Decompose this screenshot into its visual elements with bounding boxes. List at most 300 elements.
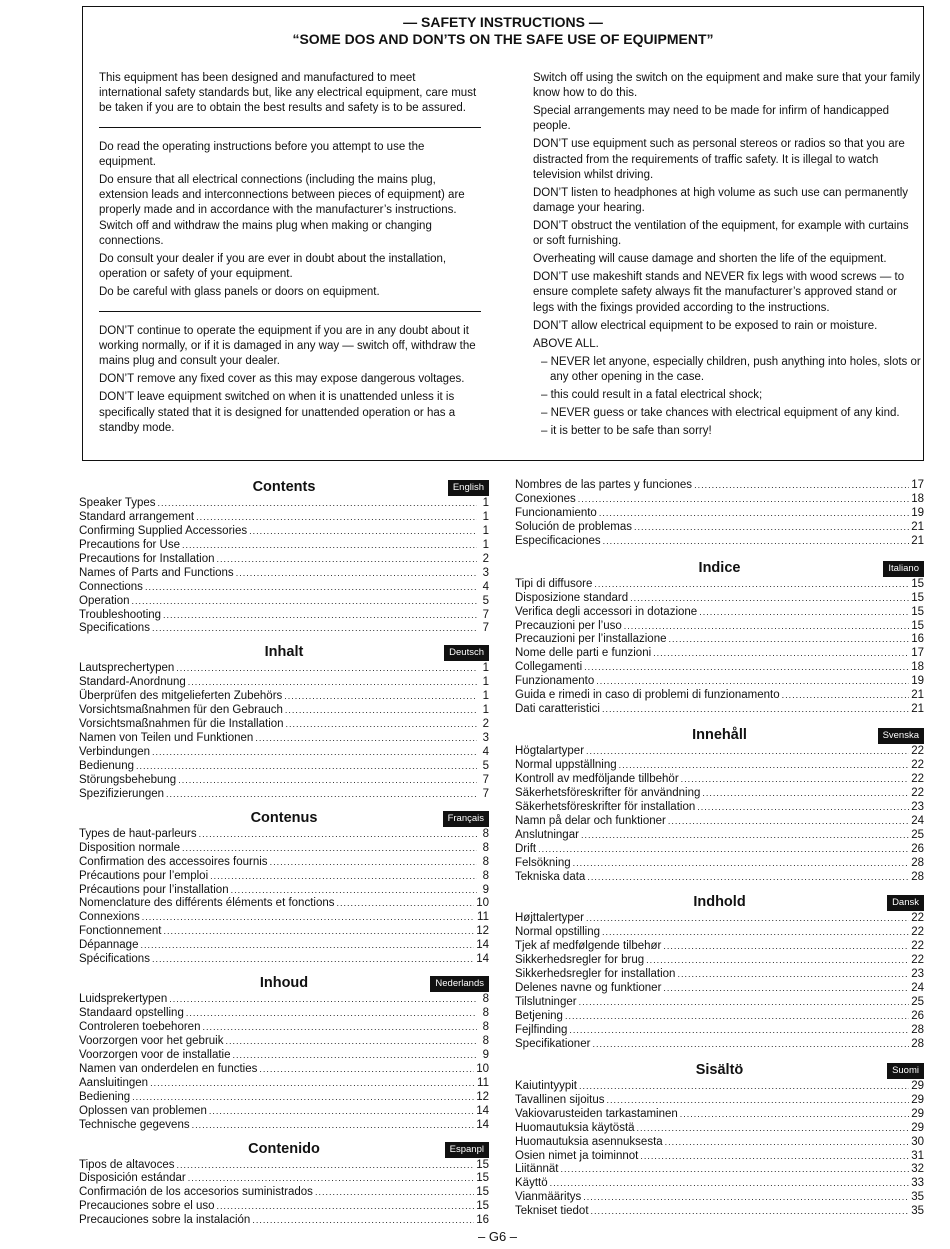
toc-entry-page: 4 [482, 746, 489, 758]
toc-entry[interactable] [515, 675, 924, 689]
page-number: – G6 – [478, 1229, 518, 1244]
language-badge: Italiano [883, 561, 924, 577]
toc-entry[interactable] [515, 829, 924, 843]
toc-entry[interactable] [515, 940, 924, 954]
toc-entry[interactable] [515, 759, 924, 773]
dot-leader [132, 1091, 474, 1105]
dot-leader [560, 1163, 909, 1177]
toc-entry-page: 24 [911, 982, 924, 995]
toc-entry-page: 35 [911, 1191, 924, 1204]
toc-entry-page: 14 [476, 1118, 489, 1131]
toc-entry-label: Specifikationer [515, 1037, 591, 1050]
toc-entry-page: 22 [911, 940, 924, 953]
toc-entry-page: 7 [482, 608, 489, 621]
dot-leader [578, 493, 909, 507]
toc-entry[interactable] [515, 620, 924, 634]
toc-entry-label: Delenes navne og funktioner [515, 982, 662, 995]
toc-entry[interactable] [515, 926, 924, 940]
toc-entry[interactable] [79, 1119, 489, 1133]
toc-entry[interactable] [79, 1214, 489, 1228]
toc-entry-label: Fejlfinding [515, 1023, 568, 1036]
dot-leader [199, 828, 477, 842]
toc-left-column [79, 477, 489, 1228]
safety-sub-item: – NEVER guess or take chances with electrical equipment of any kind. [541, 406, 900, 419]
toc-entry[interactable] [79, 718, 489, 732]
toc-entry[interactable] [79, 1049, 489, 1063]
toc-entry[interactable] [515, 647, 924, 661]
dot-leader [176, 1159, 474, 1173]
toc-entry[interactable] [515, 857, 924, 871]
toc-entry[interactable] [515, 479, 924, 493]
toc-entry-label: Spezifizierungen [79, 787, 165, 800]
toc-entry[interactable] [515, 1177, 924, 1191]
toc-entry[interactable] [515, 703, 924, 717]
toc-entry-label: Disposizione standard [515, 591, 629, 604]
toc-entry[interactable] [515, 1010, 924, 1024]
dot-leader [188, 1172, 474, 1186]
toc-entry-page: 9 [482, 1048, 489, 1061]
toc-entry-label: Kaiutintyypit [515, 1079, 578, 1092]
toc-entry[interactable] [79, 704, 489, 718]
dot-leader [702, 787, 909, 801]
toc-entry-label: Tekniset tiedot [515, 1205, 589, 1218]
dot-leader [587, 871, 909, 885]
toc-entry-page: 16 [911, 633, 924, 646]
toc-entry-label: Oplossen van problemen [79, 1104, 207, 1117]
safety-dont-item: DON’T continue to operate the equipment if you are in any doubt about it working normally, or if it is damaged in any way — switch off, withdraw the mains plug and consult your dealer. [99, 324, 476, 368]
toc-entry[interactable] [79, 1063, 489, 1077]
safety-right-item: Switch off using the switch on the equipment and make sure that your family know how to do this. [533, 72, 921, 100]
toc-entry[interactable] [79, 1077, 489, 1091]
toc-entry-label: Tjek af medfølgende tilbehør [515, 940, 662, 953]
safety-sub-item: – it is better to be safe than sorry! [541, 424, 712, 437]
toc-entry-page: 15 [476, 1186, 489, 1199]
toc-entry[interactable] [79, 525, 489, 539]
toc-section-header [79, 1139, 489, 1159]
toc-entry[interactable] [515, 1108, 924, 1122]
toc-entry[interactable] [79, 774, 489, 788]
toc-entry[interactable] [79, 925, 489, 939]
toc-entry-page: 21 [911, 689, 924, 702]
toc-entry-label: Controleren toebehoren [79, 1021, 201, 1033]
toc-entry-label: Voorzorgen voor de installatie [79, 1048, 231, 1061]
toc-section-header [515, 558, 924, 578]
toc-entry-page: 11 [477, 911, 489, 924]
dot-leader [196, 511, 477, 525]
dot-leader [669, 633, 910, 647]
toc-entry-page: 22 [911, 926, 924, 939]
safety-sub-item: – NEVER let anyone, especially children, push anything into holes, slots or any other opening in the case. [541, 355, 921, 383]
toc-entry-page: 1 [482, 510, 489, 523]
dot-leader [602, 926, 909, 940]
toc-entry-label: Especificaciones [515, 534, 601, 547]
dot-leader [152, 953, 474, 967]
toc-entry-page: 8 [482, 869, 489, 882]
toc-entry[interactable] [79, 553, 489, 567]
toc-section-title: Inhalt [264, 644, 304, 661]
toc-entry[interactable] [79, 842, 489, 856]
toc-entry[interactable] [79, 1200, 489, 1214]
toc-entry-page: 14 [476, 953, 489, 966]
toc-entry[interactable] [79, 993, 489, 1007]
dot-leader [538, 843, 909, 857]
toc-entry-label: Names of Parts and Functions [79, 566, 234, 579]
toc-section-title: Indice [698, 559, 741, 576]
toc-entry[interactable] [515, 968, 924, 982]
toc-entry-label: Drift [515, 842, 537, 855]
toc-entry-page: 22 [911, 772, 924, 785]
toc-section-title: Inhoud [259, 975, 309, 992]
toc-entry[interactable] [79, 676, 489, 690]
toc-entry-label: Aansluitingen [79, 1076, 149, 1089]
dot-leader [579, 1080, 909, 1094]
divider [99, 127, 481, 128]
toc-entry-page: 7 [482, 773, 489, 786]
toc-entry-label: Dati caratteristici [515, 703, 600, 716]
toc-entry-page: 29 [911, 1121, 924, 1134]
dot-leader [259, 1063, 474, 1077]
toc-entry[interactable] [79, 622, 489, 636]
toc-entry-page: 12 [476, 925, 489, 938]
dot-leader [592, 1038, 909, 1052]
toc-entry[interactable] [79, 953, 489, 967]
toc-entry[interactable] [79, 760, 489, 774]
toc-entry[interactable] [79, 828, 489, 842]
toc-entry[interactable] [79, 595, 489, 609]
safety-do-item: Do consult your dealer if you are ever in doubt about the installation, operation or safety of your equipment. [99, 253, 447, 281]
toc-entry[interactable] [515, 982, 924, 996]
dot-leader [178, 774, 477, 788]
toc-entry[interactable] [515, 521, 924, 535]
language-badge: Français [443, 811, 489, 827]
toc-entry[interactable] [79, 939, 489, 953]
toc-section [79, 973, 489, 1132]
toc-entry-page: 21 [911, 534, 924, 547]
toc-entry-label: Säkerhetsföreskrifter för installation [515, 800, 696, 813]
dot-leader [591, 1205, 910, 1219]
language-badge: Espanpl [445, 1142, 489, 1158]
toc-entry-page: 16 [476, 1214, 489, 1227]
toc-entry-label: Connexions [79, 911, 140, 924]
toc-entry[interactable] [515, 871, 924, 885]
toc-entry-label: Tilslutninger [515, 996, 577, 1009]
toc-entry-label: Standaard opstelling [79, 1007, 184, 1020]
toc-section-header [79, 642, 489, 662]
dot-leader [607, 1094, 910, 1108]
dot-leader [286, 718, 477, 732]
toc-entry-label: Sikkerhedsregler for brug [515, 954, 645, 967]
safety-right-item: DON’T use equipment such as personal stereos or radios so that you are distracted from the requirements of traffic safety. It is illegal to watch television whilst driving. [533, 138, 905, 181]
dot-leader [336, 897, 474, 911]
dot-leader [182, 842, 477, 856]
toc-entry[interactable] [79, 581, 489, 595]
toc-entry[interactable] [79, 911, 489, 925]
toc-entry-label: Collegamenti [515, 661, 583, 674]
toc-entry[interactable] [79, 884, 489, 898]
toc-entry[interactable] [515, 954, 924, 968]
toc-entry-label: Vianmääritys [515, 1191, 582, 1204]
toc-entry-label: Käyttö [515, 1177, 548, 1190]
toc-entry-page: 26 [911, 1010, 924, 1022]
safety-do-item: Do read the operating instructions before you attempt to use the equipment. [99, 140, 425, 168]
dot-leader [217, 553, 477, 567]
toc-entry[interactable] [515, 1038, 924, 1052]
safety-right-column [533, 71, 921, 442]
toc-entry[interactable] [515, 1024, 924, 1038]
safety-right-item: Special arrangements may need to be made for infirm of handicapped people. [533, 105, 890, 133]
toc-entry-label: Types de haut-parleurs [79, 827, 197, 840]
toc-entry[interactable] [79, 1172, 489, 1186]
dot-leader [594, 578, 909, 592]
toc-entry[interactable] [515, 773, 924, 787]
dot-leader [646, 954, 909, 968]
dot-leader [163, 925, 474, 939]
safety-right-item: ABOVE ALL. [533, 337, 599, 350]
dot-leader [634, 521, 909, 535]
toc-entry[interactable] [79, 1091, 489, 1105]
toc-entry[interactable] [79, 1159, 489, 1173]
toc-entry-page: 15 [911, 591, 924, 604]
toc-entry-label: Guida e rimedi in caso di problemi di funzionamento [515, 689, 780, 702]
toc-entry[interactable] [79, 609, 489, 623]
toc-entry-label: Specifications [79, 622, 150, 635]
toc-entry-page: 29 [911, 1079, 924, 1092]
toc-entry-page: 32 [911, 1163, 924, 1176]
toc-entry-page: 28 [911, 870, 924, 883]
dot-leader [231, 884, 477, 898]
toc-entry-label: Normal uppställning [515, 759, 617, 771]
dot-leader [665, 1136, 910, 1150]
toc-entry-label: Nomenclature des différents éléments et fonctions [79, 897, 335, 910]
dot-leader [145, 581, 477, 595]
toc-section-header [79, 973, 489, 993]
language-badge: Nederlands [430, 976, 489, 992]
toc-entry[interactable] [515, 912, 924, 926]
dot-leader [233, 1049, 477, 1063]
dot-leader [619, 759, 910, 773]
toc-entry-page: 5 [482, 759, 489, 772]
toc-entry-label: Disposición estándar [79, 1172, 186, 1185]
toc-entry[interactable] [79, 539, 489, 553]
language-badge: English [448, 480, 489, 496]
dot-leader [573, 857, 910, 871]
toc-entry[interactable] [79, 662, 489, 676]
toc-entry-label: Normal opstilling [515, 926, 601, 939]
toc-entry-label: Tavallinen sijoitus [515, 1093, 605, 1106]
toc-entry[interactable] [515, 787, 924, 801]
toc-entry-page: 15 [476, 1200, 489, 1213]
toc-entry-label: Vorsichtsmaßnahmen für die Installation [79, 718, 284, 731]
toc-entry[interactable] [515, 592, 924, 606]
safety-instructions-box [82, 6, 924, 461]
toc-entry[interactable] [515, 1191, 924, 1205]
dot-leader [142, 911, 475, 925]
toc-entry[interactable] [515, 507, 924, 521]
toc-entry-page: 8 [482, 1021, 489, 1033]
toc-entry[interactable] [515, 1150, 924, 1164]
toc-entry-page: 17 [911, 647, 924, 660]
toc-section-title: Sisältö [695, 1061, 744, 1078]
toc-entry-label: Huomautuksia käytöstä [515, 1121, 635, 1134]
toc-entry-page: 15 [911, 605, 924, 618]
toc-entry[interactable] [515, 1205, 924, 1219]
toc-entry-page: 15 [911, 619, 924, 632]
toc-entry-page: 8 [482, 1007, 489, 1020]
toc-entry-label: Tipos de altavoces [79, 1158, 175, 1171]
toc-entry-page: 8 [482, 841, 489, 854]
dot-leader [699, 606, 909, 620]
toc-entry-page: 22 [911, 954, 924, 967]
toc-section [79, 808, 489, 967]
toc-entry[interactable] [79, 1105, 489, 1119]
toc-entry-page: 29 [911, 1093, 924, 1106]
dot-leader [624, 620, 909, 634]
toc-entry[interactable] [515, 815, 924, 829]
dot-leader [584, 661, 909, 675]
toc-entry-label: Lautsprechertypen [79, 662, 175, 675]
toc-entry-label: Disposition normale [79, 841, 180, 854]
dot-leader [169, 993, 477, 1007]
toc-entry[interactable] [79, 567, 489, 581]
toc-entry-page: 1 [482, 524, 489, 537]
dot-leader [668, 815, 909, 829]
dot-leader [315, 1186, 474, 1200]
toc-entry[interactable] [515, 661, 924, 675]
toc-entry-label: Precauzioni per l’installazione [515, 633, 667, 646]
dot-leader [596, 675, 909, 689]
dot-leader [284, 690, 477, 704]
toc-entry[interactable] [515, 843, 924, 857]
dot-leader [209, 1105, 474, 1119]
safety-do-item: Do ensure that all electrical connections (including the mains plug, extension leads and interconnections between pieces of equipment) are properly made and in accordance with the manufacturer’s instructions. Switch off and withdraw the mains plug when making or changing connections. [99, 174, 465, 247]
toc-entry-page: 1 [482, 538, 489, 551]
toc-section-title: Contents [252, 479, 316, 495]
dot-leader [694, 479, 909, 493]
toc-entry[interactable] [515, 1080, 924, 1094]
toc-entry-page: 25 [911, 828, 924, 841]
toc-entry[interactable] [515, 1163, 924, 1177]
dot-leader [697, 801, 909, 815]
toc-entry[interactable] [79, 732, 489, 746]
toc-entry-label: Bediening [79, 1090, 131, 1103]
dot-leader [677, 968, 909, 982]
toc-entry[interactable] [515, 1122, 924, 1136]
toc-section-title: Indhold [693, 894, 746, 911]
dot-leader [603, 535, 910, 549]
toc-entry[interactable] [79, 788, 489, 802]
dot-leader [565, 1010, 909, 1024]
safety-left-column [99, 71, 479, 439]
toc-entry[interactable] [79, 746, 489, 760]
safety-right-item: DON’T listen to headphones at high volume as such use can permanently damage your hearing. [533, 186, 909, 215]
safety-right-item: DON’T use makeshift stands and NEVER fix legs with wood screws — to ensure complete safety always fit the manufacturer’s approved stand or legs with the fixings provided according to the instructions. [533, 271, 905, 314]
toc-entry[interactable] [79, 511, 489, 525]
toc-entry[interactable] [79, 856, 489, 870]
dot-leader [225, 1035, 477, 1049]
toc-section-header [515, 725, 924, 745]
toc-entry[interactable] [79, 497, 489, 511]
toc-section [79, 477, 489, 636]
toc-entry-page: 9 [482, 883, 489, 896]
toc-entry-page: 1 [482, 662, 489, 675]
toc-entry[interactable] [79, 1007, 489, 1021]
toc-entry-page: 1 [482, 704, 489, 717]
toc-section-header [515, 1060, 924, 1080]
dot-leader [140, 939, 474, 953]
toc-entry[interactable] [515, 801, 924, 815]
dot-leader [132, 595, 477, 609]
toc-entry[interactable] [79, 690, 489, 704]
toc-entry-page: 3 [482, 732, 489, 745]
toc-entry[interactable] [515, 633, 924, 647]
dot-leader [637, 1122, 910, 1136]
toc-entry[interactable] [79, 1186, 489, 1200]
toc-entry-page: 23 [911, 800, 924, 813]
toc-entry-page: 18 [911, 492, 924, 505]
toc-entry-label: Precauciones sobre el uso [79, 1200, 215, 1213]
toc-entry[interactable] [515, 578, 924, 592]
toc-entry-label: Confirming Supplied Accessories [79, 524, 248, 537]
toc-entry-label: Huomautuksia asennuksesta [515, 1135, 663, 1148]
toc-entry-page: 7 [482, 622, 489, 635]
safety-do-item: Do be careful with glass panels or doors on equipment. [99, 286, 380, 299]
toc-entry-page: 35 [911, 1205, 924, 1218]
toc-entry[interactable] [515, 535, 924, 549]
dot-leader [602, 703, 909, 717]
toc-entry-label: Precautions for Use [79, 538, 180, 551]
toc-entry[interactable] [79, 870, 489, 884]
toc-entry-page: 22 [911, 759, 924, 771]
toc-entry-label: Verifica degli accessori in dotazione [515, 605, 698, 618]
toc-entry[interactable] [79, 897, 489, 911]
toc-entry-page: 1 [482, 676, 489, 689]
toc-entry[interactable] [515, 745, 924, 759]
dot-leader [586, 745, 909, 759]
language-badge: Dansk [887, 895, 924, 911]
toc-entry-page: 8 [482, 1034, 489, 1047]
toc-entry[interactable] [515, 1094, 924, 1108]
toc-entry-label: Technische gegevens [79, 1118, 190, 1131]
toc-entry-label: Dépannage [79, 939, 139, 952]
toc-entry[interactable] [79, 1021, 489, 1035]
dot-leader [586, 912, 909, 926]
toc-entry[interactable] [515, 689, 924, 703]
toc-entry[interactable] [515, 493, 924, 507]
toc-entry-label: Anslutningar [515, 828, 579, 841]
toc-entry-page: 8 [482, 855, 489, 868]
dot-leader [176, 662, 477, 676]
dot-leader [782, 689, 910, 703]
toc-entry-page: 23 [911, 968, 924, 981]
toc-entry[interactable] [515, 1136, 924, 1150]
toc-section [515, 558, 924, 717]
toc-entry-label: Liitännät [515, 1163, 559, 1176]
toc-entry[interactable] [515, 996, 924, 1010]
dot-leader [640, 1150, 909, 1164]
toc-entry-label: Operation [79, 594, 130, 607]
toc-entry[interactable] [515, 606, 924, 620]
toc-entry-page: 28 [911, 856, 924, 869]
dot-leader [680, 1108, 909, 1122]
toc-entry-label: Spécifications [79, 953, 150, 966]
toc-entry-page: 7 [482, 787, 489, 800]
dot-leader [569, 1024, 909, 1038]
toc-entry[interactable] [79, 1035, 489, 1049]
toc-entry-label: Felsökning [515, 856, 571, 869]
toc-entry-label: Tekniska data [515, 870, 586, 883]
toc-entry-page: 28 [911, 1023, 924, 1036]
dot-leader [599, 507, 909, 521]
